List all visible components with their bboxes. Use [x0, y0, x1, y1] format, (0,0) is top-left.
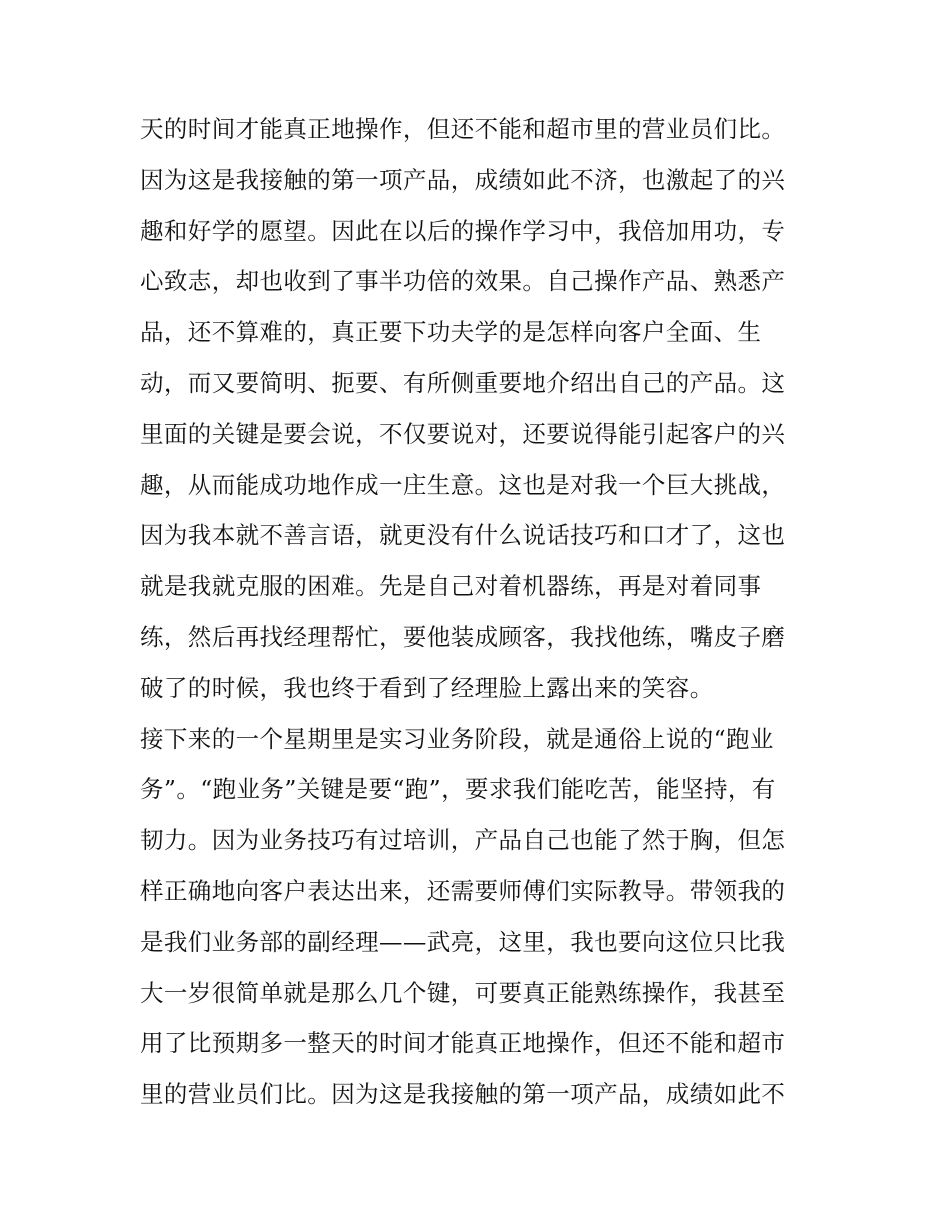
text-line: 品，还不算难的，真正要下功夫学的是怎样向客户全面、生	[140, 318, 762, 347]
text-line: 因为我本就不善言语，就更没有什么说话技巧和口才了，这也	[140, 521, 786, 550]
text-line: 里面的关键是要会说，不仅要说对，还要说得能引起客户的兴	[140, 419, 786, 448]
text-line: 就是我就克服的困难。先是自己对着机器练，再是对着同事	[140, 572, 762, 601]
text-line: 趣，从而能成功地作成一庄生意。这也是对我一个巨大挑战，	[140, 470, 786, 499]
text-line: 大一岁很简单就是那么几个键，可要真正能熟练操作，我甚至	[140, 978, 786, 1007]
text-line: 动，而又要简明、扼要、有所侧重要地介绍出自己的产品。这	[140, 368, 786, 397]
text-line: 破了的时候，我也终于看到了经理脸上露出来的笑容。	[140, 673, 714, 702]
body-text	[140, 104, 820, 1120]
text-line: 样正确地向客户表达出来，还需要师傅们实际教导。带领我的	[140, 876, 786, 905]
text-line: 趣和好学的愿望。因此在以后的操作学习中，我倍加用功，专	[140, 216, 786, 245]
text-line: 韧力。因为业务技巧有过培训，产品自己也能了然于胸，但怎	[140, 826, 786, 855]
text-line: 是我们业务部的副经理——武亮，这里，我也要向这位只比我	[140, 927, 786, 956]
text-line: 心致志，却也收到了事半功倍的效果。自己操作产品、熟悉产	[140, 267, 786, 296]
text-line: 天的时间才能真正地操作，但还不能和超市里的营业员们比。	[140, 115, 786, 143]
text-line: 里的营业员们比。因为这是我接触的第一项产品，成绩如此不	[140, 1080, 786, 1109]
text-line: 用了比预期多一整天的时间才能真正地操作，但还不能和超市	[140, 1029, 786, 1058]
text-line: 练，然后再找经理帮忙，要他装成顾客，我找他练，嘴皮子磨	[140, 622, 786, 651]
text-line: 因为这是我接触的第一项产品，成绩如此不济，也激起了的兴	[140, 165, 786, 194]
text-line: 接下来的一个星期里是实习业务阶段，就是通俗上说的“跑业	[140, 724, 774, 753]
text-line: 务”。“跑业务”关键是要“跑”，要求我们能吃苦，能坚持，有	[140, 775, 776, 804]
